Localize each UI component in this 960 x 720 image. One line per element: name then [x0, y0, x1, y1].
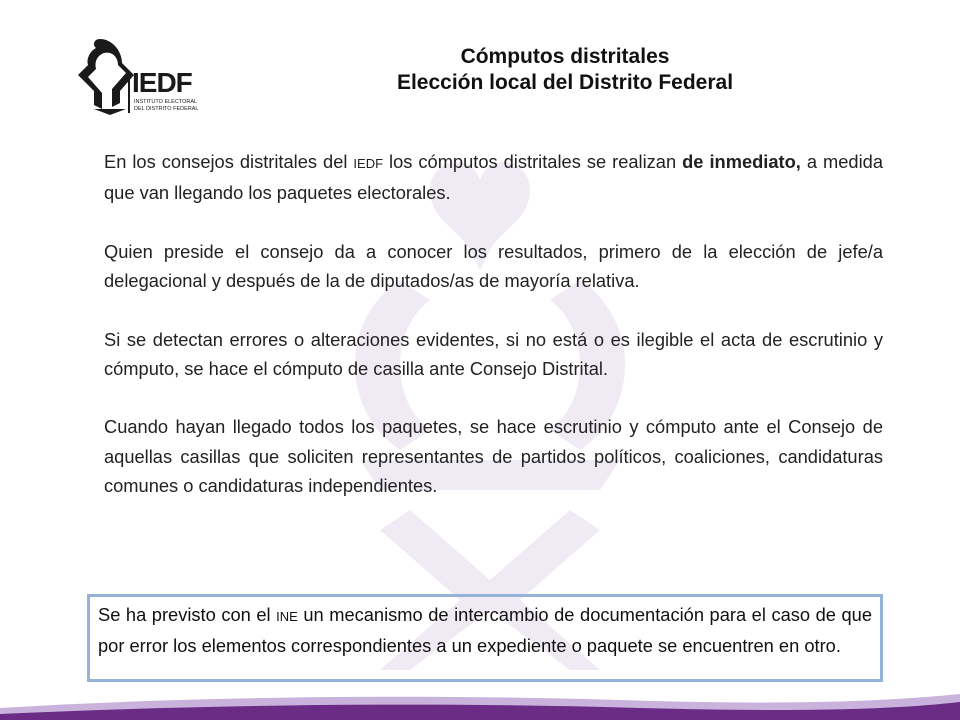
title-line-2: Elección local del Distrito Federal: [396, 71, 734, 94]
note-paragraph: [98, 600, 872, 660]
note-text-a: Se ha previsto con el: [98, 604, 277, 625]
iedf-logo: [72, 33, 212, 115]
note-abbr: INE: [276, 609, 298, 624]
p1-text-b: los cómputos distritales se realizan: [383, 151, 683, 172]
title-line-1: Cómputos distritales: [460, 45, 670, 68]
page-title: [300, 44, 830, 96]
body-text: [104, 147, 883, 530]
note-text-b: un mecanismo de intercambio de documentación para el caso de que por error los elementos correspondientes a un expediente o paquete se encuentren en otro.: [98, 604, 872, 656]
bottom-wave-band: [0, 690, 960, 720]
logo-brand: IEDF: [132, 67, 192, 98]
paragraph-2: Quien preside el consejo da a conocer los resultados, primero de la elección de jefe/a delegacional y después de la de diputados/as de mayoría relativa.: [104, 240, 883, 292]
paragraph-3: Si se detectan errores o alteraciones evidentes, si no está o es ilegible el acta de escrutinio y cómputo, se hace el cómputo de casilla ante Consejo Distrital.: [104, 328, 883, 380]
logo-subtitle-line1: INSTITUTO ELECTORAL: [134, 99, 198, 105]
note-box: [87, 594, 883, 682]
logo-subtitle-line2: DEL DISTRITO FEDERAL: [134, 105, 199, 112]
p1-abbr: IEDF: [353, 156, 384, 171]
p1-text-a: En los consejos distritales del: [104, 151, 354, 172]
paragraph-4: Cuando hayan llegado todos los paquetes, se hace escrutinio y cómputo ante el Consejo de aquellas casillas que soliciten representantes de partidos políticos, coaliciones, candidaturas comunes o candidaturas independientes.: [104, 416, 883, 497]
p1-bold: de inmediato,: [682, 151, 801, 172]
paragraph-1: [104, 147, 883, 208]
p1-text-c: a medida que van llegando los paquetes electorales.: [104, 151, 883, 204]
